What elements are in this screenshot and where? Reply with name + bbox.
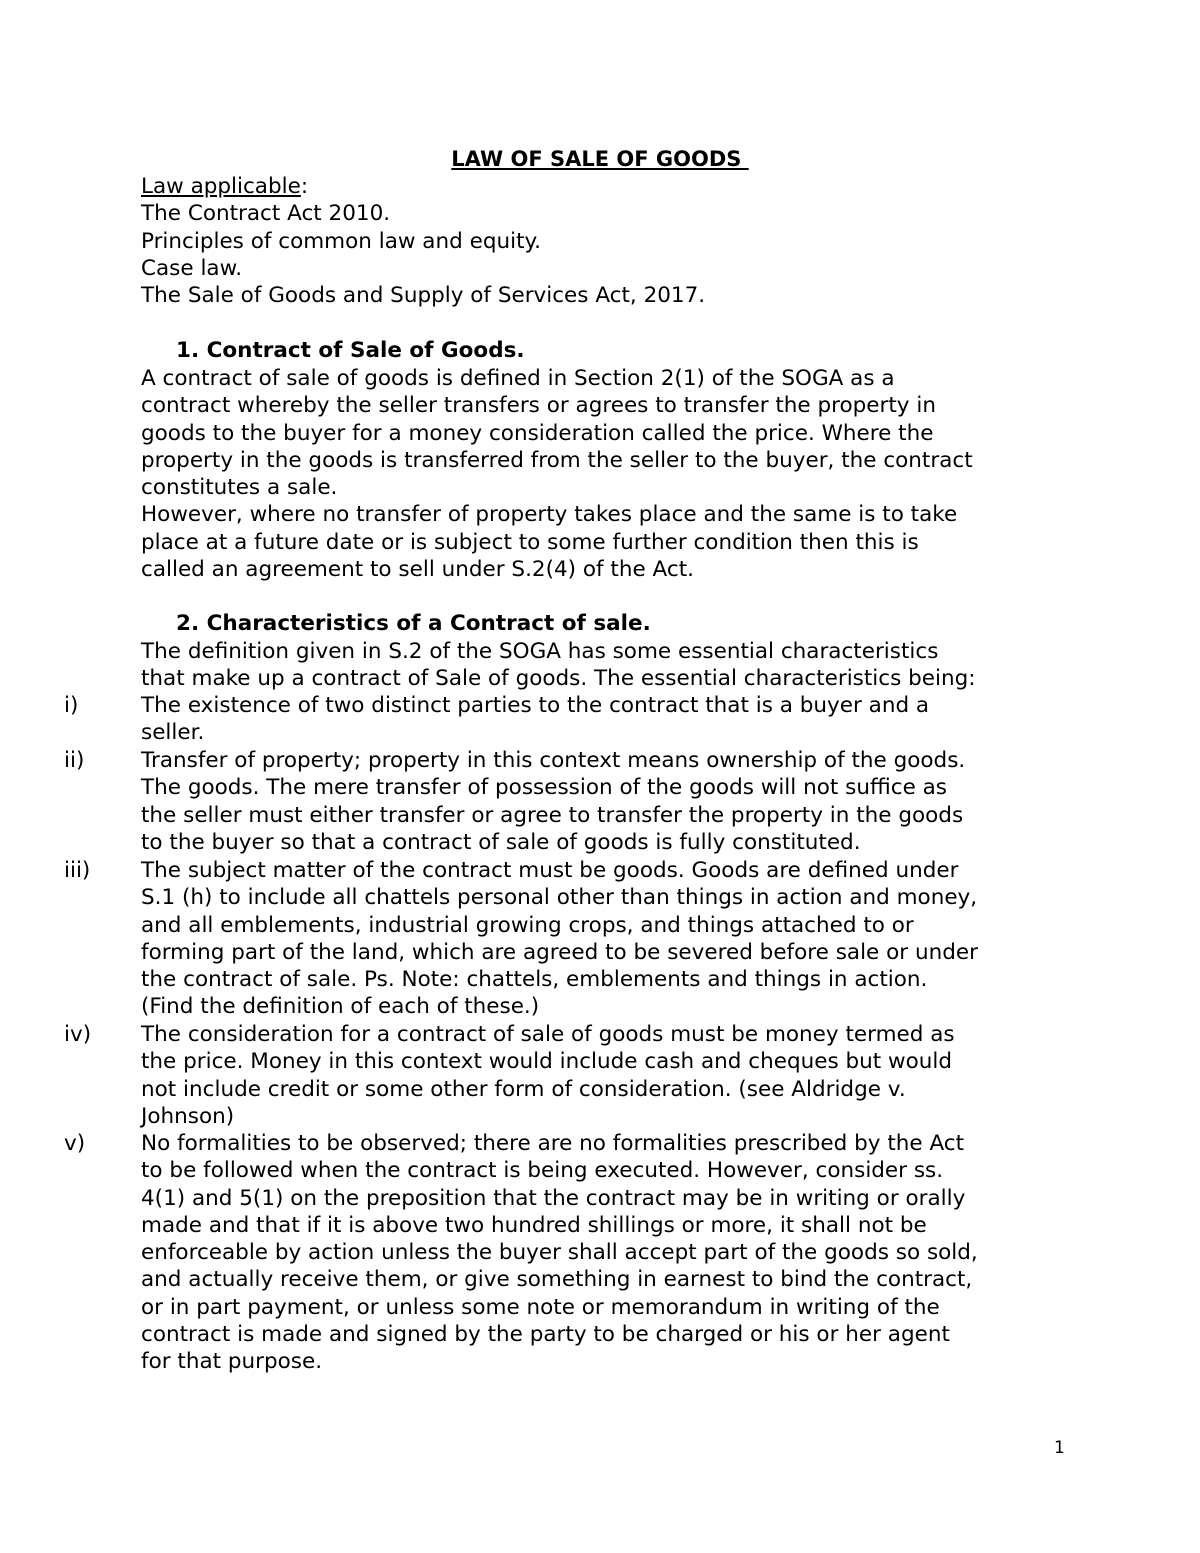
list-item-text bbox=[141, 747, 965, 856]
body-line: not include credit or some other form of consideration. (see Aldridge v. bbox=[141, 1076, 906, 1102]
law-applicable-heading bbox=[141, 173, 705, 200]
body-line: made and that if it is above two hundred shillings or more, it shall not be bbox=[141, 1212, 927, 1238]
body-line: Johnson) bbox=[141, 1103, 235, 1129]
body-line: The existence of two distinct parties to the contract that is a buyer and a bbox=[141, 693, 930, 718]
list-item-text bbox=[141, 1021, 955, 1130]
list-marker: v) bbox=[64, 1131, 86, 1156]
body-line: contract is made and signed by the party to be charged or his or her agent bbox=[141, 1322, 950, 1348]
document-title: LAW OF SALE OF GOODS bbox=[451, 147, 749, 171]
body-line: The consideration for a contract of sale of goods must be money termed as bbox=[141, 1022, 955, 1047]
list-item-text bbox=[141, 857, 978, 1021]
section-1-body bbox=[141, 365, 973, 583]
body-line: The subject matter of the contract must be goods. Goods are defined under bbox=[141, 858, 959, 883]
body-line: S.1 (h) to include all chattels personal other than things in action and money, bbox=[141, 885, 978, 911]
law-item: Principles of common law and equity. bbox=[141, 228, 541, 254]
section-2-heading: 2. Characteristics of a Contract of sale. bbox=[176, 611, 651, 636]
list-marker: ii) bbox=[64, 748, 85, 773]
body-line: place at a future date or is subject to some further condition then this is bbox=[141, 529, 919, 555]
body-line: However, where no transfer of property takes place and the same is to take bbox=[141, 502, 958, 528]
law-item: Case law. bbox=[141, 255, 243, 281]
law-applicable-label: Law applicable bbox=[141, 174, 301, 199]
body-line: property in the goods is transferred from the seller to the buyer, the contract bbox=[141, 447, 973, 473]
list-marker: iii) bbox=[64, 858, 91, 883]
body-line: The definition given in S.2 of the SOGA has some essential characteristics bbox=[141, 639, 939, 664]
body-line: contract whereby the seller transfers or agrees to transfer the property in bbox=[141, 393, 936, 419]
body-line: forming part of the land, which are agreed to be severed before sale or under bbox=[141, 939, 978, 965]
list-item-text bbox=[141, 1130, 978, 1376]
body-line: A contract of sale of goods is defined in Section 2(1) of the SOGA as a bbox=[141, 366, 895, 391]
list-marker: iv) bbox=[64, 1022, 92, 1047]
body-line: to the buyer so that a contract of sale of goods is fully constituted. bbox=[141, 829, 861, 855]
body-line: called an agreement to sell under S.2(4) of the Act. bbox=[141, 557, 694, 583]
body-line: enforceable by action unless the buyer shall accept part of the goods so sold, bbox=[141, 1240, 978, 1266]
law-item: The Contract Act 2010. bbox=[141, 201, 391, 227]
law-applicable-block bbox=[141, 173, 705, 309]
body-line: for that purpose. bbox=[141, 1349, 323, 1375]
page-number: 1 bbox=[1054, 1438, 1065, 1458]
body-line: the seller must either transfer or agree to transfer the property in the goods bbox=[141, 802, 964, 828]
body-line: or in part payment, or unless some note or memorandum in writing of the bbox=[141, 1294, 940, 1320]
body-line: 4(1) and 5(1) on the preposition that the contract may be in writing or orally bbox=[141, 1185, 966, 1211]
body-line: Transfer of property; property in this context means ownership of the goods. bbox=[141, 748, 966, 773]
body-line: The goods. The mere transfer of possession of the goods will not suffice as bbox=[141, 775, 948, 801]
body-line: No formalities to be observed; there are no formalities prescribed by the Act bbox=[141, 1131, 965, 1156]
body-line: and actually receive them, or give something in earnest to bind the contract, bbox=[141, 1267, 973, 1293]
body-line: the contract of sale. Ps. Note: chattels, emblements and things in action. bbox=[141, 967, 928, 993]
body-line: the price. Money in this context would include cash and cheques but would bbox=[141, 1049, 953, 1075]
body-line: constitutes a sale. bbox=[141, 475, 338, 501]
list-item-text bbox=[141, 692, 929, 747]
law-item: The Sale of Goods and Supply of Services Act, 2017. bbox=[141, 283, 706, 309]
law-applicable-colon: : bbox=[300, 174, 309, 199]
body-line: (Find the definition of each of these.) bbox=[141, 994, 540, 1020]
body-line: goods to the buyer for a money consideration called the price. Where the bbox=[141, 420, 934, 446]
section-2-intro bbox=[141, 638, 976, 693]
body-line: that make up a contract of Sale of goods. The essential characteristics being: bbox=[141, 666, 976, 692]
body-line: seller. bbox=[141, 720, 205, 746]
body-line: and all emblements, industrial growing crops, and things attached to or bbox=[141, 912, 914, 938]
section-1-heading: 1. Contract of Sale of Goods. bbox=[176, 338, 525, 363]
list-marker: i) bbox=[64, 693, 79, 718]
body-line: to be followed when the contract is being executed. However, consider ss. bbox=[141, 1158, 944, 1184]
